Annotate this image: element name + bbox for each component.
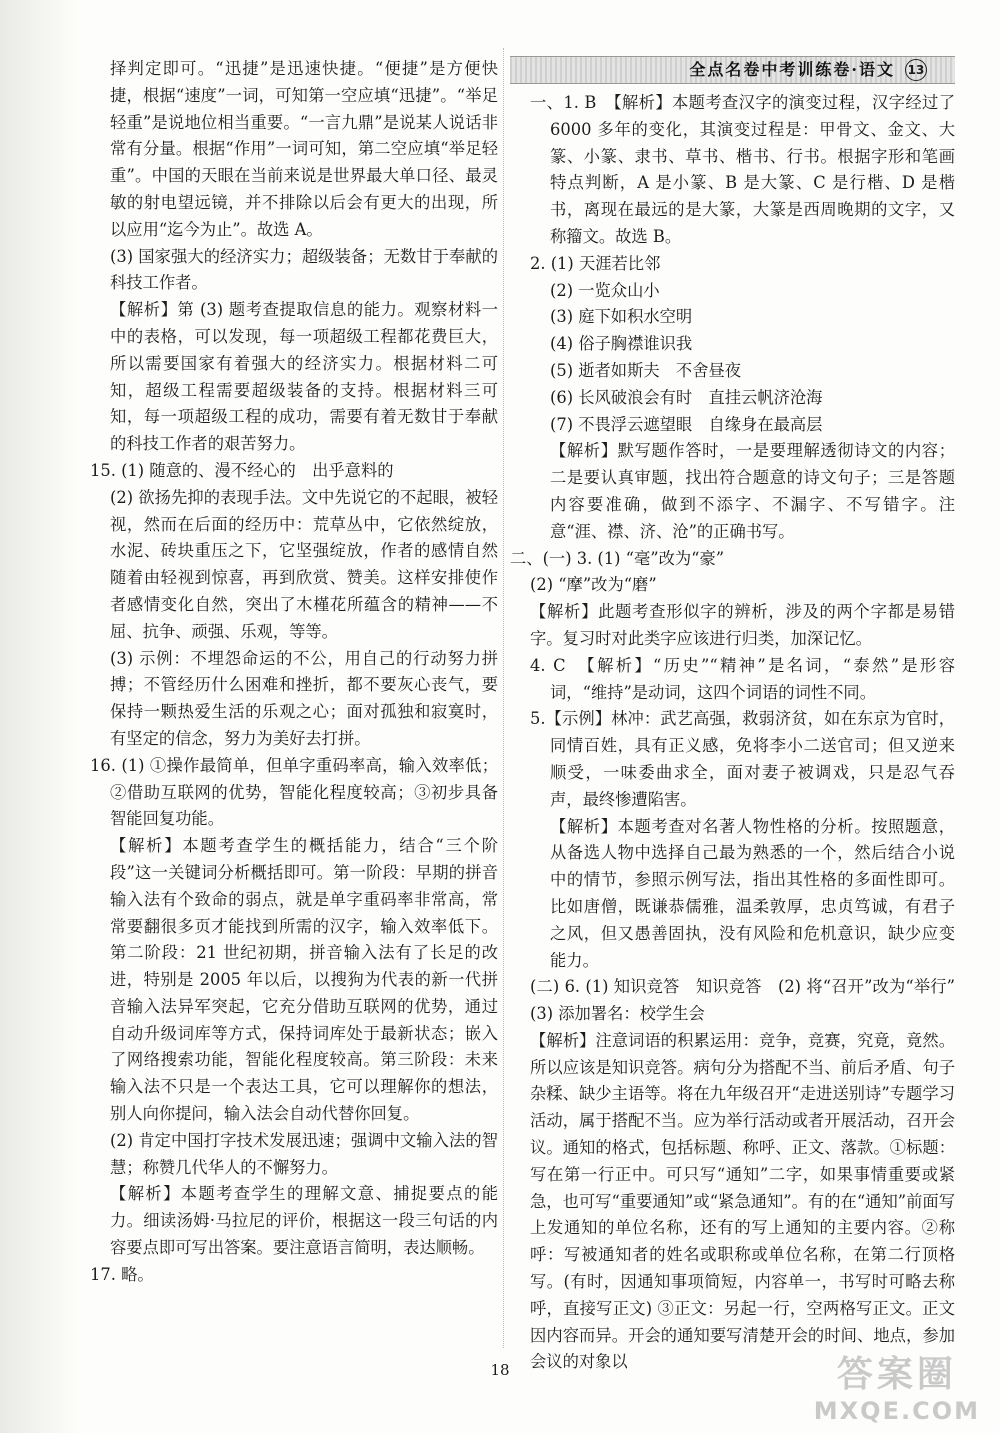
answer-paragraph: (6) 长风破浪会有时 直挂云帆济沧海 xyxy=(550,387,823,407)
answer-paragraph: 择判定即可。“迅捷”是迅速快捷。“便捷”是方便快捷，根据“速度”一词，可知第一空应填“迅捷”。“举足轻重”是说地位相当重要。“一言九鼎”是说某人说话非常有分量。根据“作用”一词可知，第二空应填“举足轻重”。中国的天眼在当前来说是世界最大单口径、最灵敏的射电望远镜，并不排除以后会有更大的出现，所以应用“迄今为止”。故选 A。 xyxy=(110,59,498,239)
header-title: 全点名卷中考训练卷·语文 xyxy=(689,59,895,79)
answer-paragraph: 二、(一) 3. (1) “毫”改为“豪” xyxy=(510,548,725,568)
answer-paragraph: 5.【示例】林冲：武艺高强，救弱济贫，如在东京为官时，同情百姓，具有正义感，免将李小二送官司；但又逆来顺受，一味委曲求全，面对妻子被调戏，只是忍气吞声，最终惨遭陷害。 xyxy=(530,709,955,809)
right-column xyxy=(510,56,972,1376)
answer-paragraph: (2) 一览众山小 xyxy=(550,280,660,300)
answer-paragraph: 17. 略。 xyxy=(90,1264,154,1284)
right-column-content xyxy=(510,90,972,1376)
answer-paragraph: 一、1. B 【解析】本题考查汉字的演变过程，汉字经过了 6000 多年的变化，其演变过程是：甲骨文、金文、大篆、小篆、隶书、草书、楷书、行书。根据字形和笔画特点判断，A 是小篆、B 是大篆、C 是行楷、D 是楷书，离现在最远的是大篆，大篆是西周晚期的文字，又称籀文。故选 B。 xyxy=(530,93,955,246)
answer-paragraph: (4) 俗子胸襟谁识我 xyxy=(550,334,693,354)
answer-paragraph: 【解析】此题考查形似字的辨析，涉及的两个字都是易错字。复习时对此类字应该进行归类，加深记忆。 xyxy=(530,602,955,648)
answer-paragraph: 16. (1) ①操作最简单，但单字重码率高，输入效率低；②借助互联网的优势，智能化程度较高；③初步具备智能回复功能。 xyxy=(90,755,498,829)
scanned-left-edge xyxy=(0,0,78,1433)
answer-paragraph: (3) 国家强大的经济实力；超级装备；无数甘于奉献的科技工作者。 xyxy=(110,246,498,293)
answer-paragraph: (7) 不畏浮云遮望眼 自缘身在最高层 xyxy=(550,414,823,434)
answer-paragraph: 2. (1) 天涯若比邻 xyxy=(530,253,661,273)
answer-paragraph: (5) 逝者如斯夫 不舍昼夜 xyxy=(550,360,742,380)
answer-paragraph: (3) 庭下如积水空明 xyxy=(550,307,693,327)
answer-paragraph: (2) 欲扬先抑的表现手法。文中先说它的不起眼，被轻视，然而在后面的经历中：荒草丛中，它依然绽放，水泥、砖块重压之下，它坚强绽放，作者的感情自然随着由轻视到惊喜，再到欣赏、赞美。这样安排使作者感情变化自然，突出了木槿花所蕴含的精神——不屈、抗争、顽强、乐观，等等。 xyxy=(110,487,498,641)
answer-paragraph: 【解析】本题考查学生的理解文意、捕捉要点的能力。细读汤姆·马拉尼的评价，根据这一段三句话的内容要点即可写出答案。要注意语言简明，表达顺畅。 xyxy=(110,1184,498,1258)
watermark-url: MXQE.COM xyxy=(813,1397,980,1425)
page-header-banner xyxy=(510,56,955,84)
answer-paragraph: (2) 肯定中国打字技术发展迅速；强调中文输入法的智慧；称赞几代华人的不懈努力。 xyxy=(110,1130,498,1177)
column-divider xyxy=(503,48,504,1348)
answer-paragraph: 4. C 【解析】“历史”“精神”是名词，“泰然”是形容词，“维持”是动词，这四个词语的词性不同。 xyxy=(530,655,955,702)
answer-paragraph: (3) 示例：不埋怨命运的不公，用自己的行动努力拼搏；不管经历什么困难和挫折，都不要灰心丧气，要保持一颗热爱生活的乐观之心；面对孤独和寂寞时，有坚定的信念，努力为美好去打拼。 xyxy=(110,648,498,748)
page-number: 18 xyxy=(490,1361,510,1379)
header-page-badge: 13 xyxy=(905,59,927,81)
answer-paragraph: (二) 6. (1) 知识竞答 知识竞答 (2) 将“召开”改为“举行” (3) 添加署名：校学生会 xyxy=(530,977,972,1024)
answer-paragraph: 15. (1) 随意的、漫不经心的 出乎意料的 xyxy=(90,460,394,480)
watermark-main: 答案圈 xyxy=(836,1354,957,1395)
answer-paragraph: 【解析】第 (3) 题考查提取信息的能力。观察材料一中的表格，可以发现，每一项超级工程都花费巨大，所以需要国家有着强大的经济实力。根据材料二可知，超级工程需要超级装备的支持。根据材料三可知，每一项超级工程的成功，需要有着无数甘于奉献的科技工作者的艰苦努力。 xyxy=(110,300,498,454)
answer-paragraph: (2) “摩”改为“磨” xyxy=(530,575,657,595)
answer-paragraph: 【解析】本题考查对名著人物性格的分析。按照题意，从备选人物中选择自己最为熟悉的一个，然后结合小说中的情节，参照示例写法，指出其性格的多面性即可。比如唐僧，既谦恭儒雅，温柔敦厚，忠贞笃诚，有君子之风，但又愚善固执，没有风险和危机意识，缺少应变能力。 xyxy=(550,816,955,970)
answer-paragraph: 【解析】注意词语的积累运用：竞争，竞赛，究竟，竟然。所以应该是知识竞答。病句分为搭配不当、前后矛盾、句子杂糅、缺少主语等。将在九年级召开“走进送别诗”专题学习活动，属于搭配不当。应为举行活动或者开展活动，召开会议。通知的格式，包括标题、称呼、正文、落款。①标题：写在第一行正中。可只写“通知”二字，如果事情重要或紧急，也可写“重要通知”或“紧急通知”。有的在“通知”前面写上发通知的单位名称，还有的写上通知的主要内容。②称呼：写被通知者的姓名或职称或单位名称，在第二行顶格写。(有时，因通知事项简短，内容单一，书写时可略去称呼，直接写正文) ③正文：另起一行，空两格写正文。正文因内容而异。开会的通知要写清楚开会的时间、地点，参加会议的对象以 xyxy=(530,1030,955,1372)
answer-paragraph: 【解析】默写题作答时，一是要理解透彻诗文的内容；二是要认真审题，找出符合题意的诗文句子；三是答题内容要准确，做到不添字、不漏字、不写错字。注意“涯、襟、济、沧”的正确书写。 xyxy=(550,441,955,541)
answer-paragraph: 【解析】本题考查学生的概括能力，结合“三个阶段”这一关键词分析概括即可。第一阶段：早期的拼音输入法有个致命的弱点，就是单字重码率非常高，常常要翻很多页才能找到所需的汉字，输入效率低下。第二阶段：21 世纪初期，拼音输入法有了长足的改进，特别是 2005 年以后，以搜狗为代表的新一代拼音输入法异军突起，它充分借助互联网的优势，通过自动升级词库等方式，保持词库处于最新状态；嵌入了网络搜索功能，智能化程度较高。第三阶段：未来输入法不只是一个表达工具，它可以理解你的想法，别人向你提问，输入法会自动代替你回复。 xyxy=(110,836,498,1124)
left-column xyxy=(90,56,498,1289)
watermark-logo xyxy=(814,1346,980,1425)
